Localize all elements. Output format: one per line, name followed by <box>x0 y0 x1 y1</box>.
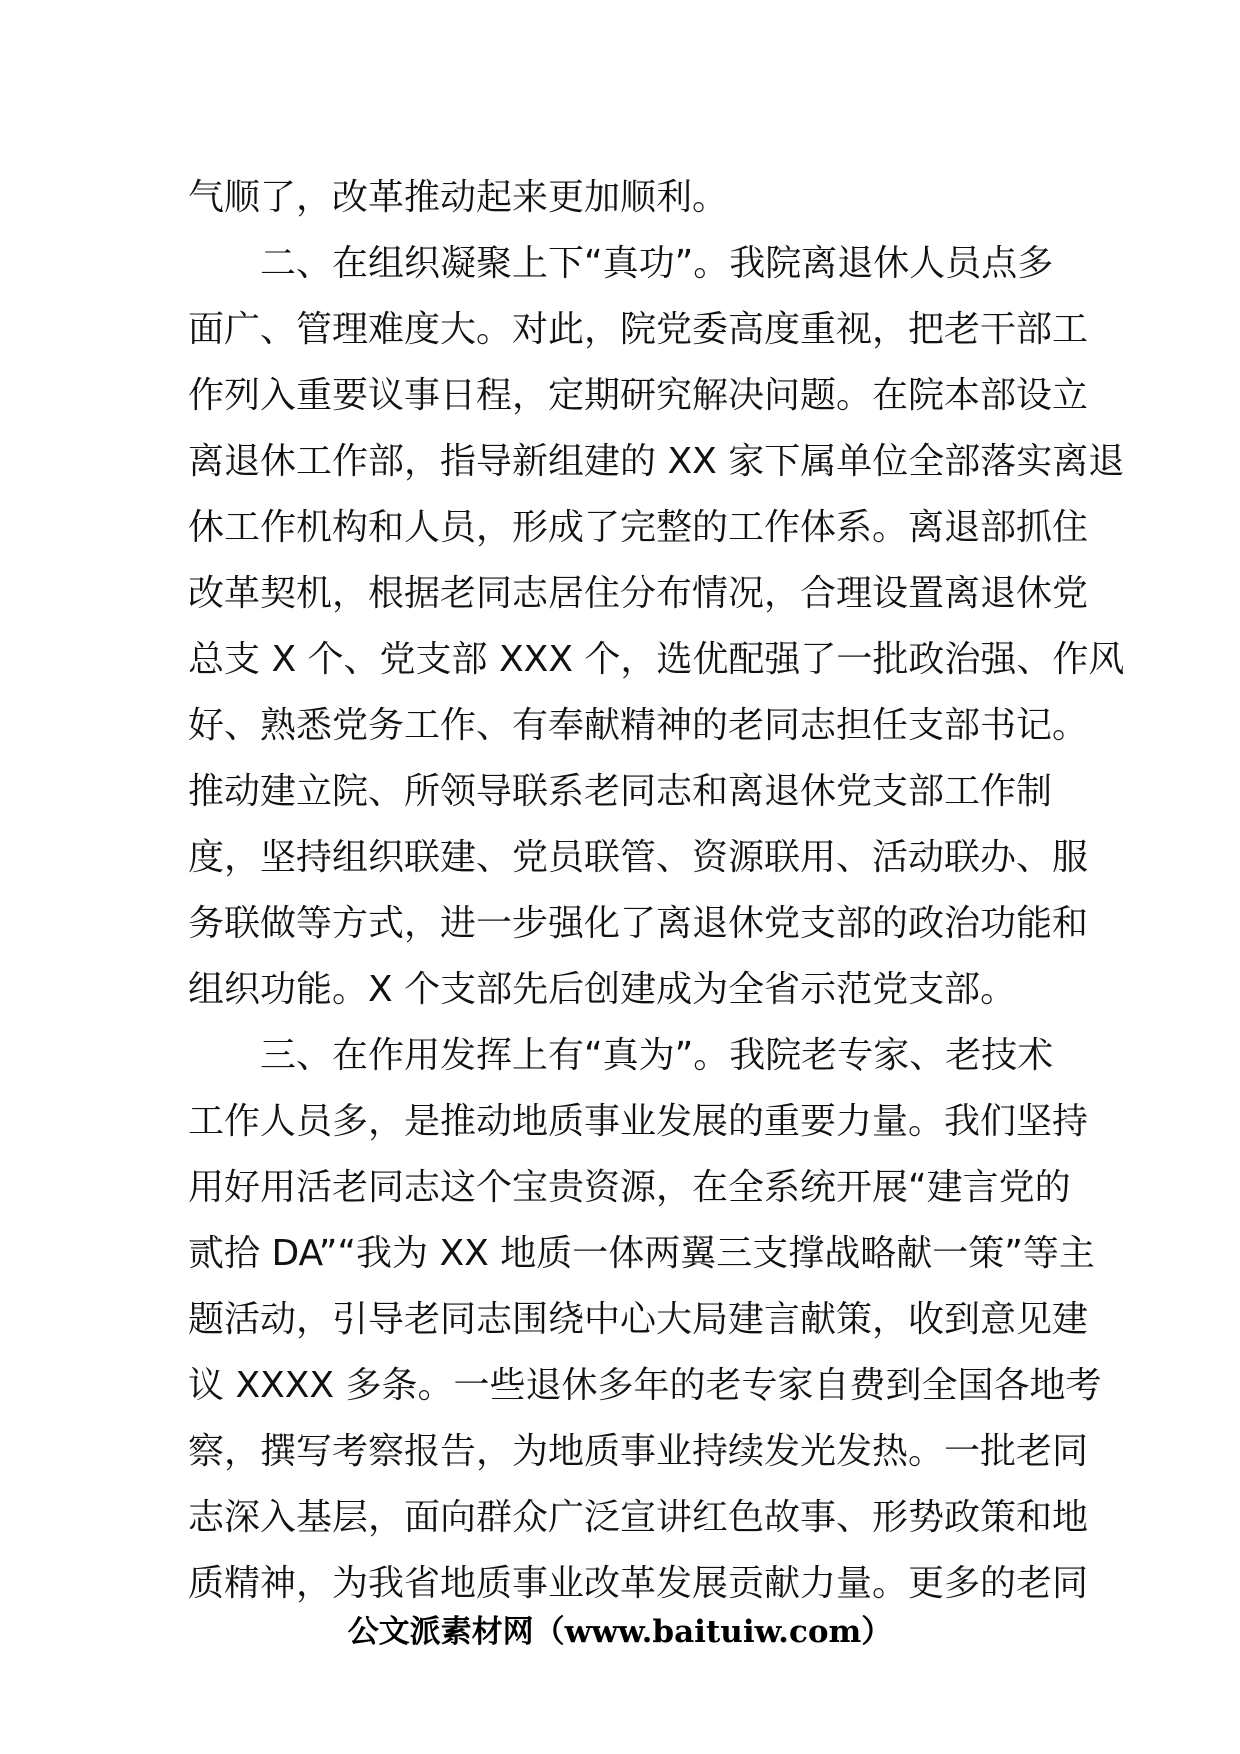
text-line: 质精神，为我省地质事业改革发展贡献力量。更多的老同 <box>188 1563 1089 1604</box>
text-line: 休工作机构和人员，形成了完整的工作体系。离退部抓住 <box>188 507 1089 548</box>
text-line: 面广、管理难度大。对此，院党委高度重视，把老干部工 <box>188 309 1089 350</box>
text-line: 工作人员多，是推动地质事业发展的重要力量。我们坚持 <box>188 1101 1089 1142</box>
text-line: 组织功能。X 个支部先后创建成为全省示范党支部。 <box>188 969 1017 1010</box>
text-line: 改革契机，根据老同志居住分布情况，合理设置离退休党 <box>188 573 1089 614</box>
text-line: 志深入基层，面向群众广泛宣讲红色故事、形势政策和地 <box>188 1497 1089 1538</box>
text-line: 度，坚持组织联建、党员联管、资源联用、活动联办、服 <box>188 837 1089 878</box>
text-line: 题活动，引导老同志围绕中心大局建言献策，收到意见建 <box>188 1299 1089 1340</box>
text-line: 用好用活老同志这个宝贵资源，在全系统开展“建言党的 <box>188 1167 1071 1208</box>
body-text <box>188 165 1125 1617</box>
text-line: 二、在组织凝聚上下“真功”。我院离退休人员点多 <box>188 243 1054 284</box>
text-line: 务联做等方式，进一步强化了离退休党支部的政治功能和 <box>188 903 1089 944</box>
text-line: 离退休工作部，指导新组建的 XX 家下属单位全部落实离退 <box>188 441 1125 482</box>
text-line: 三、在作用发挥上有“真为”。我院老专家、老技术 <box>188 1035 1054 1076</box>
text-line: 察，撰写考察报告，为地质事业持续发光发热。一批老同 <box>188 1431 1089 1472</box>
text-line: 气顺了，改革推动起来更加顺利。 <box>188 177 729 218</box>
text-line: 总支 X 个、党支部 XXX 个，选优配强了一批政治强、作风 <box>188 639 1125 680</box>
text-line: 议 XXXX 多条。一些退休多年的老专家自费到全国各地考 <box>188 1365 1102 1406</box>
text-line: 好、熟悉党务工作、有奉献精神的老同志担任支部书记。 <box>188 705 1089 746</box>
text-line: 贰拾 DA”“我为 XX 地质一体两翼三支撑战略献一策”等主 <box>188 1233 1095 1274</box>
footer-source-text: 公文派素材网（www.baituiw.com） <box>347 1614 893 1650</box>
text-line: 推动建立院、所领导联系老同志和离退休党支部工作制 <box>188 771 1053 812</box>
text-line: 作列入重要议事日程，定期研究解决问题。在院本部设立 <box>188 375 1089 416</box>
